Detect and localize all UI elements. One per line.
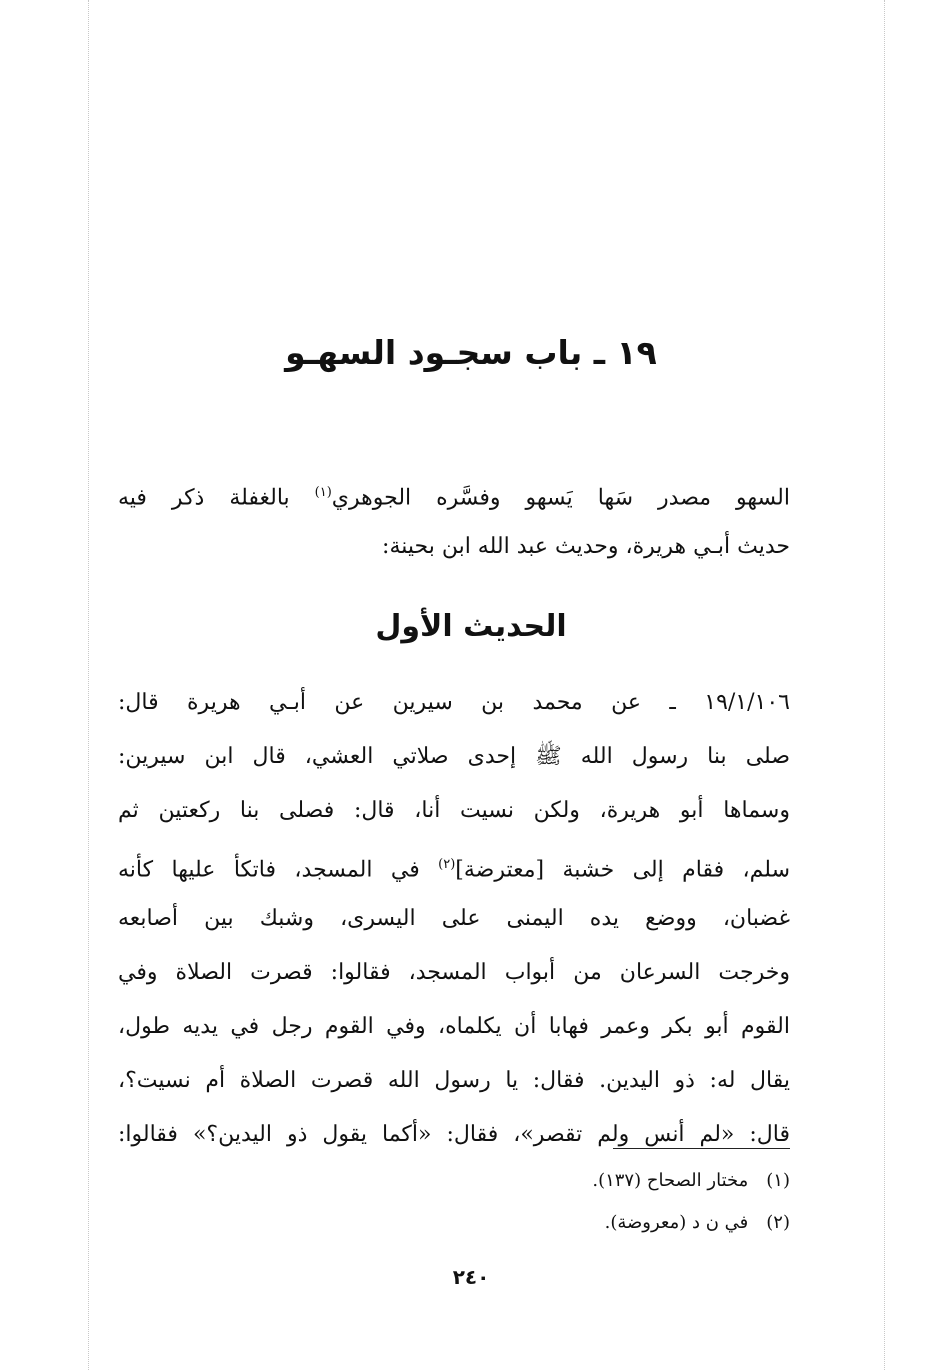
footnote-ref-1: (١) bbox=[314, 485, 332, 500]
intro-line-1-text-end: بالغفلة ذكر فيه bbox=[118, 485, 315, 511]
chapter-title: ١٩ ـ باب سجـود السهـو bbox=[285, 333, 657, 372]
footnote-1-number: (١) bbox=[766, 1170, 790, 1191]
intro-line-2: حديث أبـي هريرة، وحديث عبد الله ابن بحينة: bbox=[382, 534, 790, 559]
hadith-line-1: ١٩/١/١٠٦ ـ عن محمد بن سيرين عن أبـي هريرة قال: bbox=[118, 690, 790, 715]
page-number: ٢٤٠ bbox=[452, 1265, 490, 1289]
hadith-line-7: القوم أبو بكر وعمر فهابا أن يكلماه، وفي القوم رجل في يديه طول، bbox=[118, 1014, 790, 1039]
intro-line-1-text: السهو مصدر سَها يَسهو وفسَّره الجوهري bbox=[331, 485, 790, 511]
scan-dotted-edge-left bbox=[88, 0, 90, 1370]
hadith-line-5: غضبان، ووضع يده اليمنى على اليسرى، وشبك بين أصابعه bbox=[118, 906, 790, 931]
hadith-line-4 bbox=[118, 838, 790, 892]
footnote-2 bbox=[400, 1202, 790, 1244]
hadith-line-2: صلى بنا رسول الله ﷺ إحدى صلاتي العشي، قال ابن سيرين: bbox=[118, 744, 790, 769]
footnote-1-text: مختار الصحاح (١٣٧). bbox=[592, 1170, 749, 1191]
hadith-line-4-text: سلم، فقام إلى خشبة [معترضة] bbox=[455, 857, 790, 883]
footnote-2-number: (٢) bbox=[766, 1212, 790, 1233]
scan-dotted-edge-right bbox=[884, 0, 886, 1370]
footnote-separator bbox=[613, 1148, 790, 1149]
hadith-line-6: وخرجت السرعان من أبواب المسجد، فقالوا: قصرت الصلاة وفي bbox=[118, 960, 790, 985]
hadith-paragraph bbox=[118, 676, 790, 1162]
hadith-line-4-text-end: في المسجد، فاتكأ عليها كأنه bbox=[118, 857, 439, 883]
footnote-2-text: في ن د (معروضة). bbox=[604, 1212, 749, 1233]
footnote-1 bbox=[400, 1160, 790, 1202]
intro-line-1 bbox=[118, 466, 790, 520]
hadith-line-9: قال: «لم أنس ولم تقصر»، فقال: «أكما يقول ذو اليدين؟» فقالوا: bbox=[118, 1122, 790, 1147]
intro-paragraph bbox=[118, 466, 790, 574]
hadith-line-3: وسماها أبو هريرة، ولكن نسيت أنا، قال: فصلى بنا ركعتين ثم bbox=[118, 798, 790, 823]
footnotes bbox=[400, 1160, 790, 1244]
footnote-ref-2: (٢) bbox=[438, 857, 456, 872]
hadith-line-8: يقال له: ذو اليدين. فقال: يا رسول الله قصرت الصلاة أم نسيت؟، bbox=[118, 1068, 790, 1093]
section-title: الحديث الأول bbox=[375, 609, 567, 644]
